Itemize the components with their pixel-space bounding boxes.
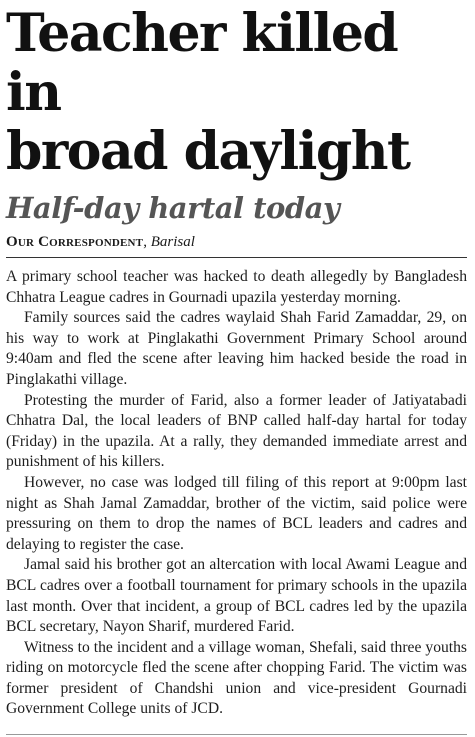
paragraph-5: Jamal said his brother got an altercation with local Awami League and BCL cadres over a football tournament for primary schools in the upazila last month. Over that incident, a group of BCL cadres led by the upazila BCL secretary, Nayon Sharif, murdered Farid. <box>6 556 467 636</box>
article-body <box>6 267 467 720</box>
bottom-rule <box>6 734 467 735</box>
headline-line-2: broad daylight <box>6 121 410 182</box>
paragraph-6: Witness to the incident and a village woman, Shefali, said three youths riding on motorcycle fled the scene after chopping Farid. The victim was former president of Chandshi union and vice-president Gournadi Government College units of JCD. <box>6 638 467 718</box>
kicker-subheadline: Half-day hartal today <box>6 191 340 225</box>
headline-line-1: Teacher killed in <box>6 3 398 123</box>
paragraph-2: Family sources said the cadres waylaid Shah Farid Zamaddar, 29, on his way to work at Pinglakathi Government Primary School around 9:40am and fled the scene after leaving him hacked beside the road in Pinglakathi village. <box>6 309 467 388</box>
paragraph-1: A primary school teacher was hacked to death allegedly by Bangladesh Chhatra League cadres in Gournadi upazila yesterday morning. <box>6 268 467 306</box>
paragraph-4: However, no case was lodged till filing of this report at 9:00pm last night as Shah Jamal Zamaddar, brother of the victim, said police were pressuring on them to drop the names of BCL leaders and cadres and delaying to register the case. <box>6 473 467 553</box>
byline-separator: , <box>143 234 147 250</box>
paragraph-3: Protesting the murder of Farid, also a former leader of Jatiyatabadi Chhatra Dal, the local leaders of BNP called half-day hartal for today (Friday) in the upazila. At a rally, they demanded immediate arrest and punishment of his killers. <box>6 391 467 471</box>
byline <box>6 233 467 258</box>
byline-author: Our Correspondent <box>6 234 144 250</box>
news-article <box>6 0 467 737</box>
byline-place: Barisal <box>150 234 195 250</box>
headline <box>6 4 467 181</box>
